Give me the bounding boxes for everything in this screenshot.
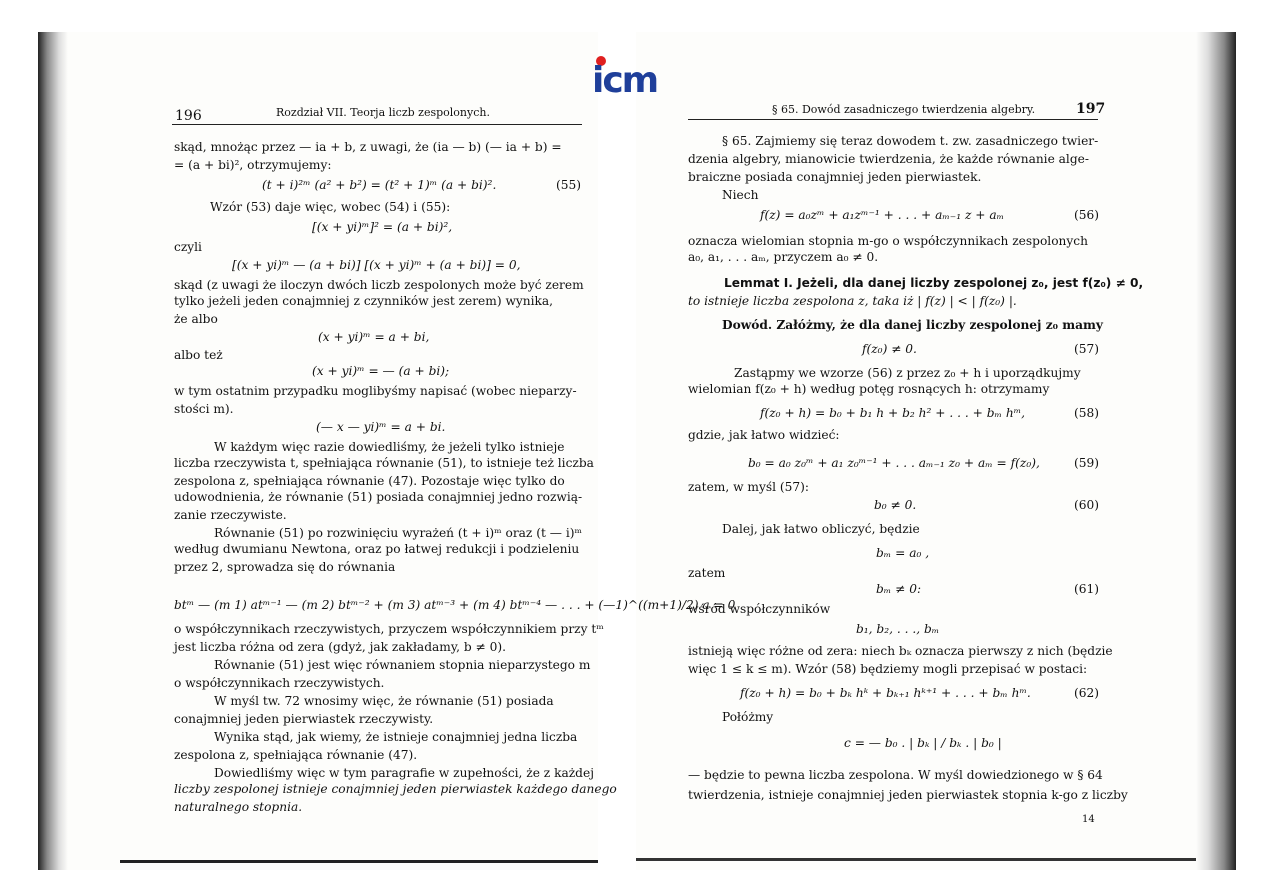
left-line: o współczynnikach rzeczywistych, przyczem współczynnikiem przy tᵐ xyxy=(174,622,604,636)
right-line: Lemmat I. Jeżeli, dla danej liczby zespolonej z₀, jest f(z₀) ≠ 0, xyxy=(724,276,1144,290)
right-line: f(z) = a₀zᵐ + a₁zᵐ⁻¹ + . . . + aₘ₋₁ z + aₘ xyxy=(760,208,1005,222)
left-line: conajmniej jeden pierwiastek rzeczywisty. xyxy=(174,712,434,726)
right-line: dzenia algebry, mianowicie twierdzenia, że każde równanie alge- xyxy=(688,152,1089,166)
left-line: Dowiedliśmy więc w tym paragrafie w zupełności, że z każdej xyxy=(214,766,594,780)
right-line: c = — b₀ . | bₖ | / bₖ . | b₀ | xyxy=(844,736,1002,750)
right-line: bₘ ≠ 0: xyxy=(876,582,922,596)
scan-line-bottom-right xyxy=(636,858,1196,861)
right-line: Niech xyxy=(722,188,759,202)
left-line: [(x + yi)ᵐ]² = (a + bi)², xyxy=(312,220,453,234)
right-line: istnieją więc różne od zera: niech bₖ oznacza pierwszy z nich (będzie xyxy=(688,644,1113,658)
left-line: (x + yi)ᵐ = a + bi, xyxy=(318,330,430,344)
left-line: o współczynnikach rzeczywistych. xyxy=(174,676,385,690)
right-line: więc 1 ≤ k ≤ m). Wzór (58) będziemy mogli przepisać w postaci: xyxy=(688,662,1088,676)
right-line: braiczne posiada conajmniej jeden pierwiastek. xyxy=(688,170,982,184)
left-line: Wzór (53) daje więc, wobec (54) i (55): xyxy=(210,200,451,214)
left-line: że albo xyxy=(174,312,218,326)
right-line: twierdzenia, istnieje conajmniej jeden pierwiastek stopnia k-go z liczby xyxy=(688,788,1128,802)
right-page-number: 197 xyxy=(1076,101,1106,117)
left-line: zespolona z, spełniająca równanie (47). xyxy=(174,748,418,762)
left-line: zanie rzeczywiste. xyxy=(174,508,287,522)
right-line: zatem xyxy=(688,566,726,580)
left-line: skąd (z uwagi że iloczyn dwóch liczb zespolonych może być zerem xyxy=(174,278,584,292)
right-line: b₀ ≠ 0. xyxy=(874,498,917,512)
right-equation-number: (57) xyxy=(1074,342,1100,356)
right-line: oznacza wielomian stopnia m-go o współczynnikach zespolonych xyxy=(688,234,1088,248)
right-equation-number: (62) xyxy=(1074,686,1100,700)
right-line: Dowód. Załóżmy, że dla danej liczby zespolonej z₀ mamy xyxy=(722,318,1103,332)
scan-line-bottom-left xyxy=(120,860,598,863)
left-line: skąd, mnożąc przez — ia + b, z uwagi, że (ia — b) (— ia + b) = xyxy=(174,140,562,154)
right-line: f(z₀ + h) = b₀ + b₁ h + b₂ h² + . . . + bₘ hᵐ, xyxy=(760,406,1026,420)
left-line: przez 2, sprowadza się do równania xyxy=(174,560,396,574)
right-equation-number: (61) xyxy=(1074,582,1100,596)
left-line: zespolona z, spełniająca równanie (47). Pozostaje więc tylko do xyxy=(174,474,565,488)
left-line: albo też xyxy=(174,348,223,362)
right-line: f(z₀ + h) = b₀ + bₖ hᵏ + bₖ₊₁ hᵏ⁺¹ + . . . + bₘ hᵐ. xyxy=(740,686,1031,700)
left-equation-number: (55) xyxy=(556,178,582,192)
left-line: [(x + yi)ᵐ — (a + bi)] [(x + yi)ᵐ + (a + bi)] = 0, xyxy=(232,258,521,272)
right-equation-number: (56) xyxy=(1074,208,1100,222)
left-line: liczby zespolonej istnieje conajmniej jeden pierwiastek każdego danego xyxy=(174,782,617,796)
left-line: (t + i)²ᵐ (a² + b²) = (t² + 1)ᵐ (a + bi)². xyxy=(262,178,497,192)
left-line: tylko jeżeli jeden conajmniej z czynników jest zerem) wynika, xyxy=(174,294,554,308)
right-line: wśród współczynników xyxy=(688,602,831,616)
right-line: wielomian f(z₀ + h) według potęg rosnących h: otrzymamy xyxy=(688,382,1050,396)
right-running-head: § 65. Dowód zasadniczego twierdzenia algebry. xyxy=(772,103,1036,116)
left-line: stości m). xyxy=(174,402,234,416)
left-line: Równanie (51) po rozwinięciu wyrażeń (t + i)ᵐ oraz (t — i)ᵐ xyxy=(214,526,582,540)
left-line: = (a + bi)², otrzymujemy: xyxy=(174,158,332,172)
right-line: b₁, b₂, . . ., bₘ xyxy=(856,622,940,636)
right-signature-mark: 14 xyxy=(1082,814,1095,825)
left-line: (— x — yi)ᵐ = a + bi. xyxy=(316,420,446,434)
left-line: jest liczba różna od zera (gdyż, jak zakładamy, b ≠ 0). xyxy=(174,640,506,654)
right-line: gdzie, jak łatwo widzieć: xyxy=(688,428,840,442)
left-line: liczba rzeczywista t, spełniająca równanie (51), to istnieje też liczba xyxy=(174,456,594,470)
right-line: Zastąpmy we wzorze (56) z przez z₀ + h i uporządkujmy xyxy=(734,366,1081,380)
right-line: Dalej, jak łatwo obliczyć, będzie xyxy=(722,522,920,536)
left-header-rule xyxy=(172,124,582,125)
left-line: Wynika stąd, jak wiemy, że istnieje conajmniej jedna liczba xyxy=(214,730,578,744)
right-equation-number: (59) xyxy=(1074,456,1100,470)
right-line: to istnieje liczba zespolona z, taka iż | f(z) | < | f(z₀) |. xyxy=(688,294,1017,308)
right-equation-number: (58) xyxy=(1074,406,1100,420)
left-running-head: Rozdział VII. Teorja liczb zespolonych. xyxy=(276,106,490,119)
right-line: a₀, a₁, . . . aₘ, przyczem a₀ ≠ 0. xyxy=(688,250,879,264)
right-line: Połóżmy xyxy=(722,710,774,724)
left-line: W każdym więc razie dowiedliśmy, że jeżeli tylko istnieje xyxy=(214,440,565,454)
left-line: W myśl tw. 72 wnosimy więc, że równanie (51) posiada xyxy=(214,694,554,708)
right-header-rule xyxy=(688,119,1098,120)
right-line: — będzie to pewna liczba zespolona. W myśl dowiedzionego w § 64 xyxy=(688,768,1103,782)
left-line: czyli xyxy=(174,240,202,254)
scan-shadow-left xyxy=(38,32,68,870)
logo-text: icm xyxy=(592,60,658,101)
left-page-number: 196 xyxy=(175,108,202,124)
right-line: b₀ = a₀ z₀ᵐ + a₁ z₀ᵐ⁻¹ + . . . aₘ₋₁ z₀ + aₘ = f(z₀), xyxy=(748,456,1040,470)
icm-logo xyxy=(592,62,672,102)
right-line: zatem, w myśl (57): xyxy=(688,480,810,494)
left-line: (x + yi)ᵐ = — (a + bi); xyxy=(312,364,450,378)
left-line: Równanie (51) jest więc równaniem stopnia nieparzystego m xyxy=(214,658,591,672)
left-line: naturalnego stopnia. xyxy=(174,800,303,814)
scan-shadow-right xyxy=(1196,32,1236,870)
left-line: w tym ostatnim przypadku moglibyśmy napisać (wobec nieparzy- xyxy=(174,384,577,398)
left-line: udowodnienia, że równanie (51) posiada conajmniej jedno rozwią- xyxy=(174,490,583,504)
right-line: § 65. Zajmiemy się teraz dowodem t. zw. zasadniczego twier- xyxy=(722,134,1099,148)
left-line: btᵐ — (m 1) atᵐ⁻¹ — (m 2) btᵐ⁻² + (m 3) atᵐ⁻³ + (m 4) btᵐ⁻⁴ — . . . + (—1)^((m+1)/2) a = 0 xyxy=(174,598,736,612)
right-line: bₘ = a₀ , xyxy=(876,546,930,560)
right-equation-number: (60) xyxy=(1074,498,1100,512)
left-line: według dwumianu Newtona, oraz po łatwej redukcji i podzieleniu xyxy=(174,542,580,556)
right-line: f(z₀) ≠ 0. xyxy=(862,342,917,356)
